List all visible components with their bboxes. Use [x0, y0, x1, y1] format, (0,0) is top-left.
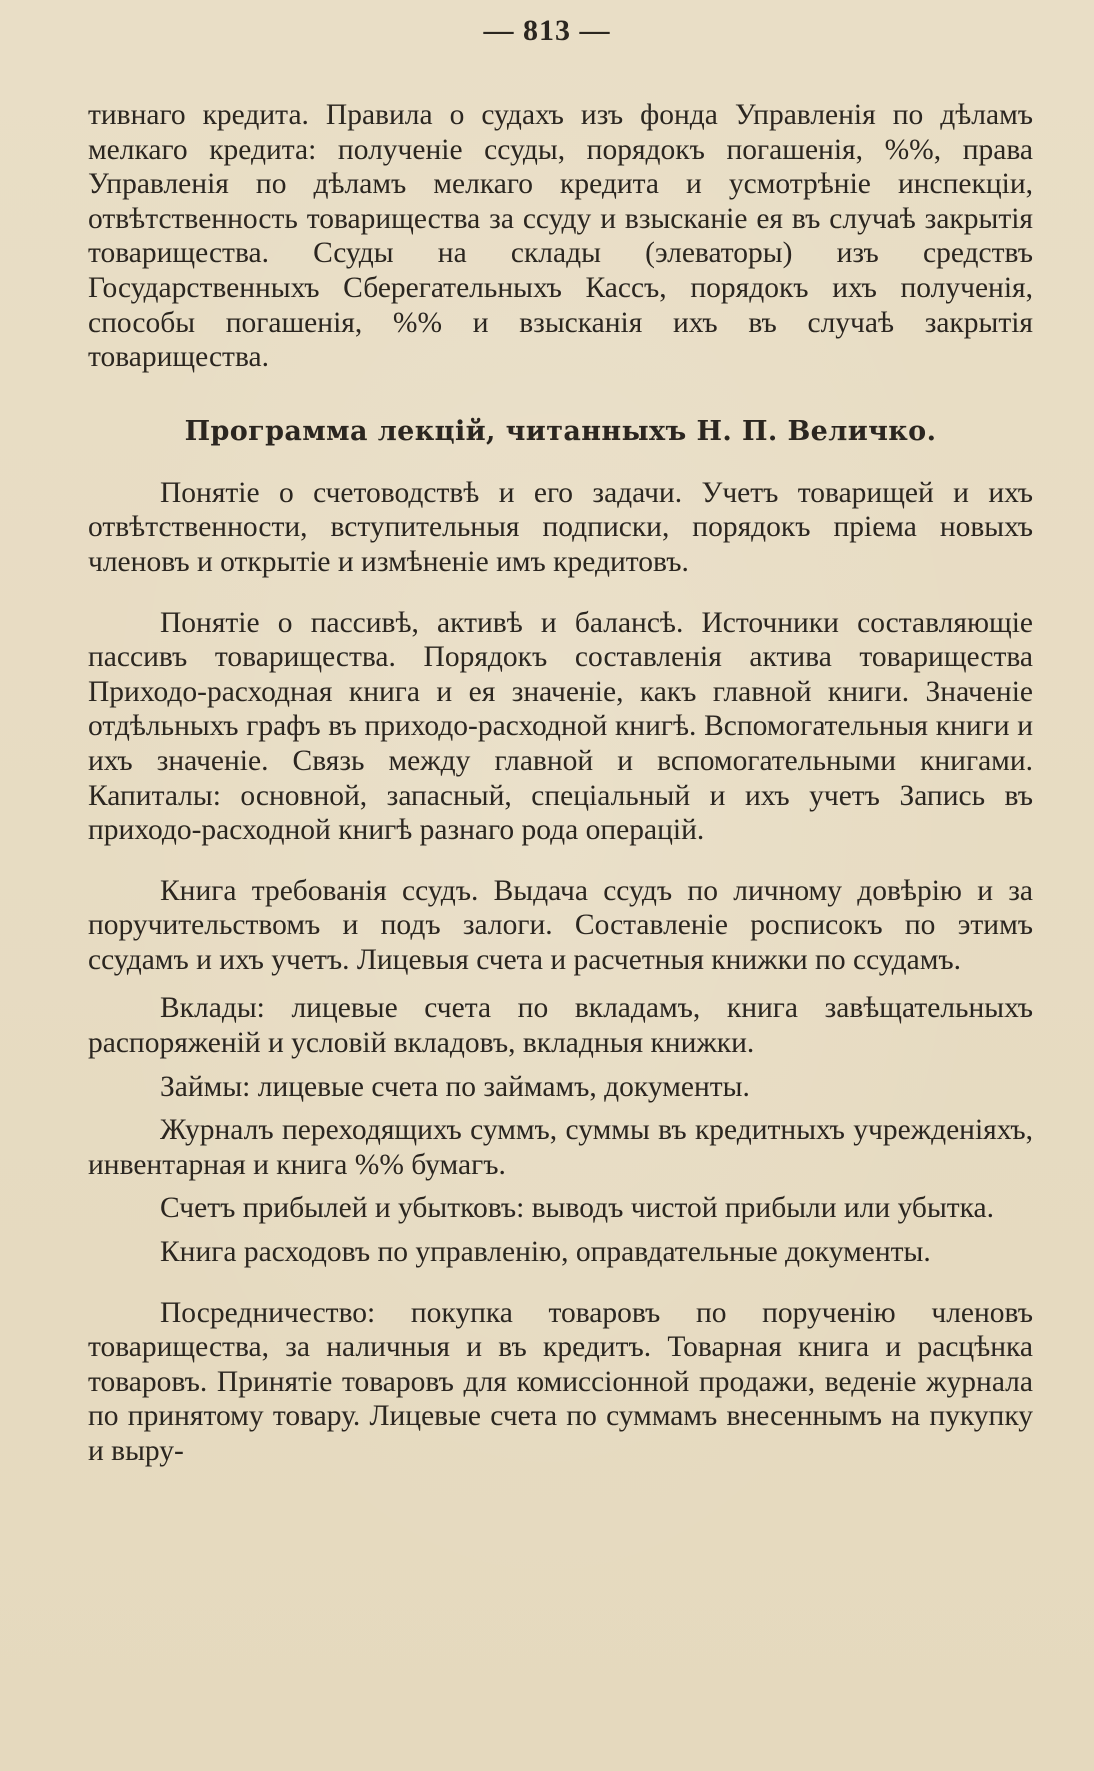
paragraph-loans: Книга требованія ссудъ. Выдача ссудъ по личному довѣрію и за поручительствомъ и подъ залоги. Составленіе росписокъ по этимъ ссудамъ и ихъ учетъ. Лицевыя счета и расчетныя книжки по ссудамъ.	[88, 874, 1033, 976]
section-title: Программа лекцій, читанныхъ Н. П. Величко.	[184, 415, 937, 447]
paragraph-borrowings: Займы: лицевые счета по займамъ, документы.	[160, 1070, 750, 1103]
paragraph-profit: Счетъ прибылей и убытковъ: выводъ чистой прибыли или убытка.	[160, 1192, 995, 1225]
paragraph-journal: Журналъ переходящихъ суммъ, суммы въ кредитныхъ учрежденіяхъ, инвентарная и книга %% бумагъ.	[88, 1114, 1033, 1181]
paragraph-deposits: Вклады: лицевые счета по вкладамъ, книга завѣщательныхъ распоряженій и условій вкладовъ, вкладныя книжки.	[88, 992, 1033, 1060]
page-text	[88, 98, 1033, 1469]
paragraph-accounting: Понятіе о счетоводствѣ и его задачи. Учетъ товарищей и ихъ отвѣтственности, вступительныя подписки, порядокъ пріема новыхъ членовъ и открытіе и измѣненіе имъ кредитовъ.	[88, 476, 1033, 578]
paragraph-balance: Понятіе о пассивѣ, активѣ и балансѣ. Источники составляющіе пассивъ товарищества. Порядокъ составленія актива товарищества Приходо-расходная книга и ея значеніе, какъ главной книги. Значеніе отдѣльныхъ графъ въ приходо-расходной книгѣ. Вспомогательныя книги и ихъ значеніе. Связь между главной и вспомогательными книгами. Капиталы: основной, запасный, спеціальный и ихъ учетъ Запись въ приходо-расходной книгѣ разнаго рода операцій.	[88, 606, 1033, 847]
paragraph-expenses: Книга расходовъ по управленію, оправдательные документы.	[160, 1236, 931, 1269]
paragraph-mediation: Посредничество: покупка товаровъ по порученію членовъ товарищества, за наличныя и въ кредитъ. Товарная книга и расцѣнка товаровъ. Принятіе товаровъ для комиссіонной продажи, веденіе журнала по принятому товару. Лицевые счета по суммамъ внесеннымъ на пукупку и выру-	[88, 1296, 1033, 1467]
page-number: — 813 —	[483, 14, 611, 47]
intro-paragraph: тивнаго кредита. Правила о судахъ изъ фонда Управленія по дѣламъ мелкаго кредита: полученіе ссуды, порядокъ погашенія, %%, права Управленія по дѣламъ мелкаго кредита и усмотрѣніе инспекціи, отвѣтственность товарищества за ссуду и взысканіе ея въ случаѣ закрытія товарищества. Ссуды на склады (элеваторы) изъ средствъ Государственныхъ Сберегательныхъ Кассъ, порядокъ ихъ полученія, способы погашенія, %% и взысканія ихъ въ случаѣ закрытія товарищества.	[88, 99, 1033, 374]
